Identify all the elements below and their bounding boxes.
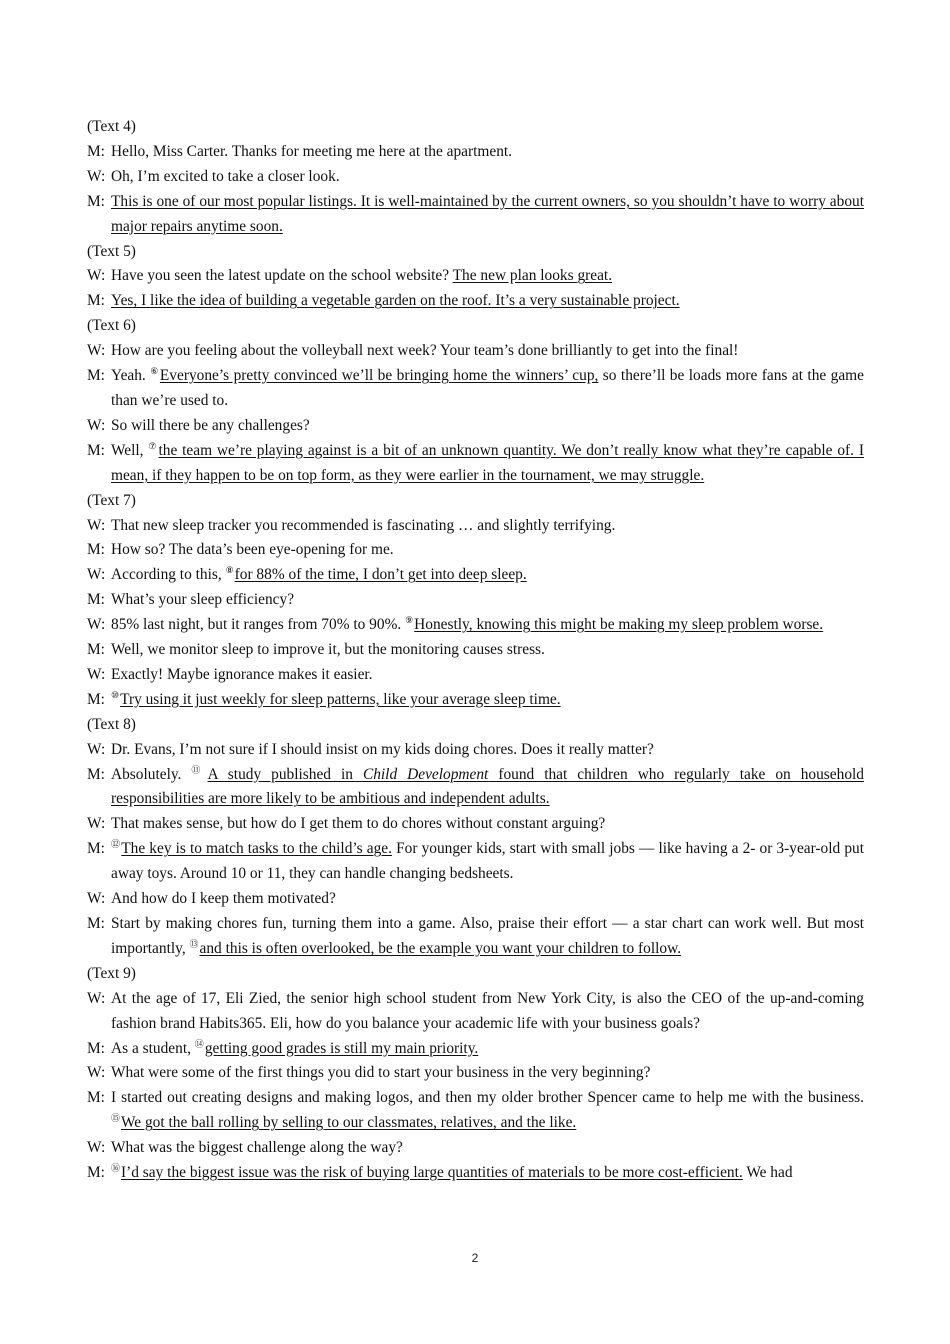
speaker-label: M: xyxy=(87,915,105,932)
dialogue-line xyxy=(87,1136,864,1161)
speaker-label: W: xyxy=(87,566,106,584)
page-number: 2 xyxy=(471,1251,479,1265)
speaker-label: M: xyxy=(87,1089,105,1107)
utterance-text xyxy=(111,837,864,887)
text-section-header: (Text 6) xyxy=(87,317,136,335)
speaker-label: M: xyxy=(87,641,105,659)
speaker-label: W: xyxy=(87,416,106,434)
utterance-text xyxy=(111,339,864,364)
text-segment: What was the biggest challenge along the way? xyxy=(111,1139,403,1157)
dialogue-line xyxy=(87,264,864,289)
utterance-text xyxy=(111,165,864,190)
dialogue-line xyxy=(87,1161,864,1186)
speaker-label: W: xyxy=(87,342,106,360)
question-marker: ⑥ xyxy=(150,366,159,377)
text-segment: Have you seen the latest update on the school website? xyxy=(111,267,453,285)
speaker-label: M: xyxy=(87,591,105,609)
text-section-header: (Text 7) xyxy=(87,491,136,509)
text-segment: How so? The data’s been eye-opening for me. xyxy=(111,541,394,559)
text-section-header: (Text 5) xyxy=(87,242,136,260)
dialogue-line xyxy=(87,140,864,165)
utterance-text xyxy=(111,663,864,688)
utterance-text xyxy=(111,563,864,588)
text-segment: I started out creating designs and making logos, and then my older brother Spencer came to help me with the business. xyxy=(111,1089,864,1107)
question-marker: ⑮ xyxy=(111,1113,121,1124)
dialogue-line xyxy=(87,364,864,414)
underlined-answer-text: Honestly, knowing this might be making my sleep problem worse. xyxy=(414,616,824,634)
utterance-text xyxy=(111,414,864,439)
speaker-label: M: xyxy=(87,292,105,310)
speaker-label: W: xyxy=(87,267,106,285)
text-segment: We had xyxy=(742,1164,793,1182)
speaker-label: W: xyxy=(87,815,106,833)
question-marker: ⑧ xyxy=(225,565,234,576)
dialogue-line xyxy=(87,289,864,314)
dialogue-line xyxy=(87,414,864,439)
speaker-label: W: xyxy=(87,616,106,634)
underlined-answer-text: the team we’re playing against is a bit of an unknown quantity. We don’t really know what they’re capable of. I mean, if they happen to be on top form, as they were earlier in the tournament, we may struggle. xyxy=(111,441,864,484)
text-segment: What were some of the first things you did to start your business in the very beginning? xyxy=(111,1064,651,1082)
text-section-header: (Text 9) xyxy=(87,964,136,982)
utterance-text xyxy=(111,364,864,414)
underlined-answer-text: We got the ball rolling by selling to our classmates, relatives, and the like. xyxy=(121,1114,577,1132)
text-segment: What’s your sleep efficiency? xyxy=(111,591,295,609)
dialogue-line xyxy=(87,538,864,563)
dialogue-line xyxy=(87,1061,864,1086)
utterance-text xyxy=(111,738,864,763)
dialogue-line xyxy=(87,912,864,962)
speaker-label: W: xyxy=(87,890,106,908)
text-segment: so there’ll be loads more fans at the game than we’re used to. xyxy=(111,367,864,409)
speaker-label: W: xyxy=(87,1064,106,1082)
dialogue-line xyxy=(87,1037,864,1062)
underlined-answer-text: for 88% of the time, I don’t get into deep sleep. xyxy=(234,566,527,584)
utterance-text xyxy=(111,1086,864,1136)
underlined-answer-text: and this is often overlooked, be the example you want your children to follow. xyxy=(199,939,682,957)
text-section-header: (Text 8) xyxy=(87,715,136,733)
dialogue-line xyxy=(87,1086,864,1136)
question-marker: ⑯ xyxy=(111,1163,121,1174)
dialogue-line xyxy=(87,837,864,887)
question-marker: ⑬ xyxy=(189,938,199,949)
text-segment: As a student, xyxy=(111,1039,195,1057)
utterance-text xyxy=(111,763,864,813)
text-segment: 85% last night, but it ranges from 70% to 90%. xyxy=(111,616,406,634)
utterance-text xyxy=(111,588,864,613)
text-segment: Hello, Miss Carter. Thanks for meeting me here at the apartment. xyxy=(111,142,513,160)
question-marker: ⑪ xyxy=(191,764,207,775)
transcript-body xyxy=(87,115,864,1186)
text-segment: And how do I keep them motivated? xyxy=(111,890,336,908)
speaker-label: M: xyxy=(87,441,105,459)
text-segment: Absolutely. xyxy=(111,765,192,783)
text-segment: Well, xyxy=(111,441,149,459)
speaker-label: M: xyxy=(87,1164,105,1182)
speaker-label: M: xyxy=(87,541,105,559)
underlined-answer-text: The new plan looks great. xyxy=(452,267,613,285)
utterance-text xyxy=(111,140,864,165)
dialogue-line xyxy=(87,688,864,713)
dialogue-line xyxy=(87,514,864,539)
utterance-text xyxy=(111,264,864,289)
text-segment: That makes sense, but how do I get them to do chores without constant arguing? xyxy=(111,815,606,833)
underlined-answer-text: I’d say the biggest issue was the risk of buying large quantities of materials to be more cost-efficient. xyxy=(121,1164,743,1182)
text-segment: Dr. Evans, I’m not sure if I should insist on my kids doing chores. Does it really matter? xyxy=(111,740,654,758)
speaker-label: W: xyxy=(87,516,106,534)
question-marker: ⑭ xyxy=(194,1038,204,1049)
underlined-answer-text: found that children who regularly take on household responsibilities are more likely to be ambitious and independent adults. xyxy=(111,765,864,808)
utterance-text xyxy=(111,1037,864,1062)
underlined-answer-text: The key is to match tasks to the child’s age. xyxy=(121,840,392,858)
utterance-text xyxy=(111,439,864,489)
utterance-text xyxy=(111,1161,864,1186)
utterance-text xyxy=(111,1061,864,1086)
underlined-answer-text: Try using it just weekly for sleep patterns, like your average sleep time. xyxy=(120,690,561,708)
text-segment: Oh, I’m excited to take a closer look. xyxy=(111,167,340,185)
dialogue-line xyxy=(87,887,864,912)
speaker-label: W: xyxy=(87,989,106,1007)
text-segment: For younger kids, start with small jobs — like having a 2- or 3-year-old put away toys. Around 10 or 11, they can handle changing bedsheets. xyxy=(111,840,864,883)
dialogue-line xyxy=(87,763,864,813)
text-segment: Well, we monitor sleep to improve it, but the monitoring causes stress. xyxy=(111,641,545,659)
utterance-text xyxy=(111,688,864,713)
dialogue-line xyxy=(87,190,864,240)
underlined-answer-text: getting good grades is still my main priority. xyxy=(204,1039,479,1057)
text-segment: How are you feeling about the volleyball next week? Your team’s done brilliantly to get into the final! xyxy=(111,342,739,360)
underlined-answer-text: This is one of our most popular listings. It is well-maintained by the current owners, so you shouldn’t have to worry about major repairs anytime soon. xyxy=(111,192,864,235)
utterance-text xyxy=(111,514,864,539)
utterance-text xyxy=(111,538,864,563)
speaker-label: W: xyxy=(87,167,106,185)
speaker-label: M: xyxy=(87,367,105,385)
speaker-label: M: xyxy=(87,765,105,783)
underlined-answer-text: Everyone’s pretty convinced we’ll be bringing home the winners’ cup, xyxy=(159,367,599,385)
utterance-text xyxy=(111,190,864,240)
utterance-text xyxy=(111,812,864,837)
text-segment: That new sleep tracker you recommended is fascinating … and slightly terrifying. xyxy=(111,516,616,534)
speaker-label: W: xyxy=(87,1139,106,1157)
dialogue-line xyxy=(87,613,864,638)
text-section-header: (Text 4) xyxy=(87,118,136,135)
text-segment: Exactly! Maybe ignorance makes it easier. xyxy=(111,665,373,683)
speaker-label: M: xyxy=(87,142,105,160)
utterance-text xyxy=(111,613,864,638)
speaker-label: M: xyxy=(87,840,105,858)
dialogue-line xyxy=(87,738,864,763)
speaker-label: M: xyxy=(87,690,105,708)
question-marker: ⑫ xyxy=(111,839,121,850)
dialogue-line xyxy=(87,663,864,688)
utterance-text xyxy=(111,638,864,663)
dialogue-line xyxy=(87,588,864,613)
text-segment: Start by making chores fun, turning them into a game. Also, praise their effort — a star chart can work well. But most importantly, xyxy=(111,915,864,957)
speaker-label: M: xyxy=(87,192,105,210)
question-marker: ⑨ xyxy=(405,615,414,626)
dialogue-line xyxy=(87,987,864,1037)
underlined-answer-text: Yes, I like the idea of building a vegetable garden on the roof. It’s a very sustainable project. xyxy=(111,292,680,310)
question-marker: ⑦ xyxy=(148,440,158,451)
text-segment: So will there be any challenges? xyxy=(111,416,310,434)
dialogue-line xyxy=(87,638,864,663)
utterance-text xyxy=(111,987,864,1037)
dialogue-line xyxy=(87,165,864,190)
dialogue-line xyxy=(87,439,864,489)
underlined-answer-text: A study published in xyxy=(207,765,363,783)
speaker-label: M: xyxy=(87,1039,105,1057)
dialogue-line xyxy=(87,563,864,588)
text-segment: According to this, xyxy=(111,566,226,584)
utterance-text xyxy=(111,887,864,912)
utterance-text xyxy=(111,289,864,314)
utterance-text xyxy=(111,912,864,962)
question-marker: ⑩ xyxy=(111,689,120,700)
utterance-text xyxy=(111,1136,864,1161)
text-segment: At the age of 17, Eli Zied, the senior high school student from New York City, is also the CEO of the up-and-coming fashion brand Habits365. Eli, how do you balance your academic life with your business goals? xyxy=(111,989,864,1032)
speaker-label: W: xyxy=(87,740,106,758)
text-segment: Yeah. xyxy=(111,367,151,385)
dialogue-line xyxy=(87,812,864,837)
dialogue-line xyxy=(87,339,864,364)
speaker-label: W: xyxy=(87,665,106,683)
underlined-answer-text: Child Development xyxy=(362,765,489,783)
